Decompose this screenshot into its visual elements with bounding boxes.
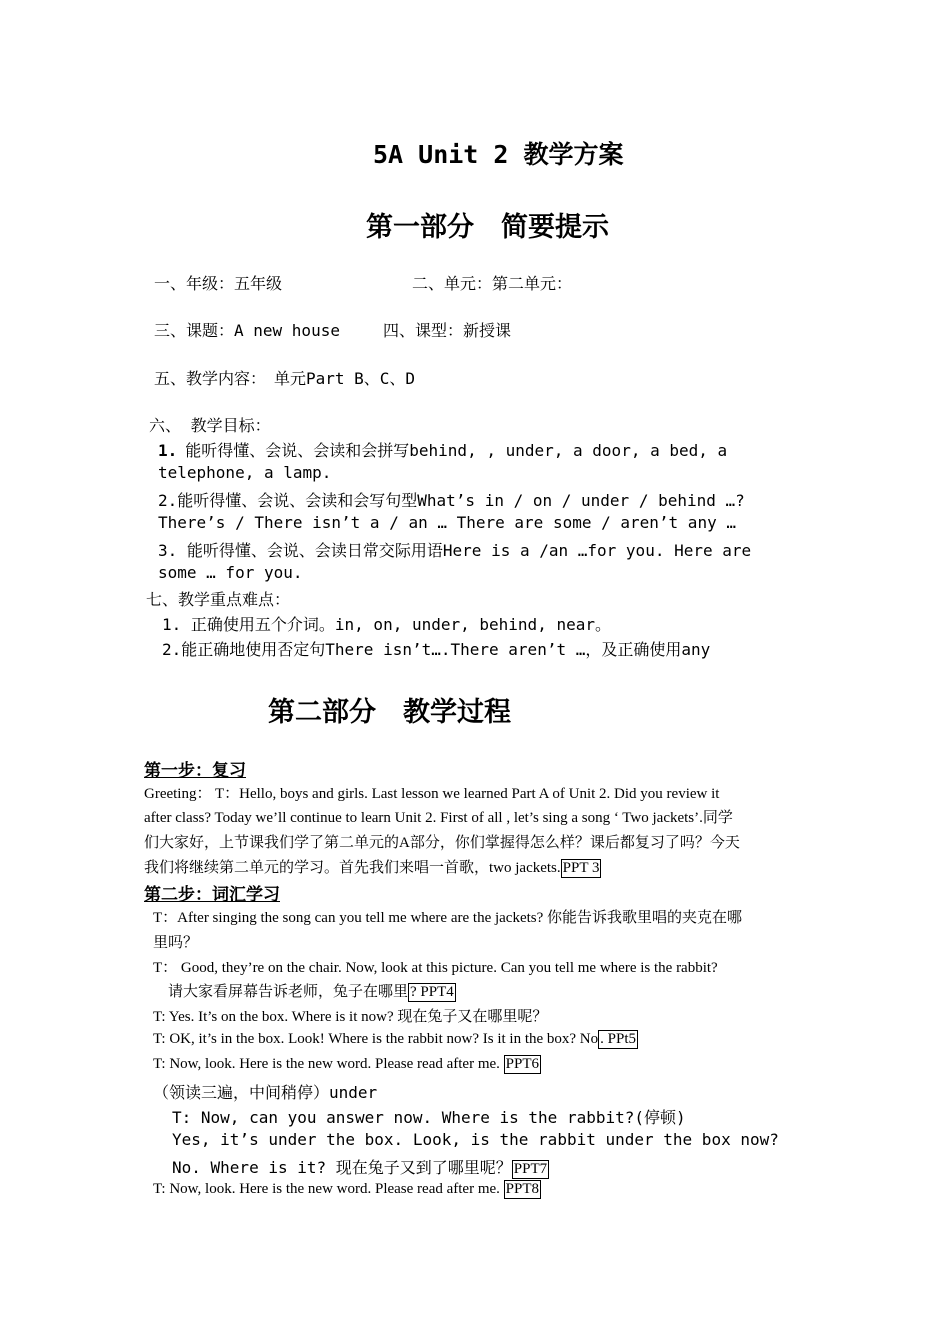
- objective-2-line-1: 2.能听得懂、会说、会读和会写句型What’s in / on / under / behind …?: [158, 491, 745, 510]
- step1-line-4: [144, 856, 601, 878]
- info-type: 四、课型：新授课: [383, 321, 512, 340]
- step2-line-4-text: 请大家看屏幕告诉老师，兔子在哪里: [168, 984, 409, 1000]
- ppt-reference-box: ? PPT4: [410, 984, 454, 1000]
- step2-line-8: （领读三遍，中间稍停）under: [153, 1083, 378, 1102]
- step2-line-10: Yes, it’s under the box. Look, is the rabbit under the box now?: [172, 1130, 779, 1149]
- objective-1-number: 1.: [158, 441, 178, 460]
- info-content: 五、教学内容： 单元Part B、C、D: [154, 369, 416, 388]
- part1-heading: 第一部分 简要提示: [366, 212, 609, 243]
- step2-line-12: [153, 1180, 541, 1199]
- step2-line-6-text: T: OK, it’s in the box. Look! Where is the rabbit now? Is it in the box? No: [153, 1031, 599, 1047]
- step2-line-7-text: T: Now, look. Here is the new word. Please read after me.: [153, 1056, 500, 1072]
- step2-line-4: [168, 980, 456, 1002]
- step2-line-7: [153, 1055, 541, 1074]
- objective-1-text: 能听得懂、会说、会读和会拼写behind, , under, a door, a bed, a: [185, 441, 728, 460]
- ppt-reference-box: PPT6: [505, 1056, 540, 1072]
- step2-line-11-text: No. Where is it? 现在兔子又到了哪里呢？: [172, 1158, 512, 1177]
- info-unit: 二、单元：第二单元：: [412, 274, 573, 293]
- objective-3-line-2: some … for you.: [158, 563, 303, 582]
- step2-line-12-text: T: Now, look. Here is the new word. Please read after me.: [153, 1181, 500, 1197]
- objective-1-line-1: [158, 438, 727, 461]
- objective-1-line-2: telephone, a lamp.: [158, 463, 332, 482]
- step2-line-3: T： Good, they’re on the chair. Now, look at this picture. Can you tell me where is the rabbit?: [153, 960, 718, 976]
- objective-3-line-1: 3. 能听得懂、会说、会读日常交际用语Here is a /an …for you. Here are: [158, 541, 752, 560]
- step2-heading: 第二步：词汇学习: [144, 885, 280, 905]
- step2-line-5: T: Yes. It’s on the box. Where is it now? 现在兔子又在哪里呢？: [153, 1009, 548, 1025]
- objectives-heading: 六、 教学目标：: [149, 416, 271, 435]
- ppt-reference-box: PPT 3: [562, 860, 600, 876]
- ppt-reference-box: . PPt5: [600, 1031, 637, 1047]
- step1-heading: 第一步：复习: [144, 761, 246, 781]
- step2-line-6: [153, 1030, 638, 1049]
- ppt-reference-box: PPT8: [505, 1181, 540, 1197]
- step2-line-9: T: Now, can you answer now. Where is the rabbit?(停顿): [172, 1108, 686, 1127]
- document-title: 5A Unit 2 教学方案: [373, 140, 624, 169]
- step1-line-2: after class? Today we’ll continue to learn Unit 2. First of all , let’s sing a song ‘ Two jackets’.同学: [144, 810, 733, 826]
- ppt-reference-box: PPT7: [513, 1161, 548, 1177]
- info-topic: 三、课题：A new house: [154, 321, 340, 340]
- info-grade: 一、年级：五年级: [154, 274, 283, 293]
- step1-line-1: Greeting： T：Hello, boys and girls. Last lesson we learned Part A of Unit 2. Did you review it: [144, 786, 720, 802]
- difficulty-2: 2.能正确地使用否定句There isn’t….There aren’t …，及正确使用any: [162, 640, 711, 659]
- step2-line-2: 里吗？: [153, 935, 199, 951]
- step1-line-3: 们大家好，上节课我们学了第二单元的A部分，你们掌握得怎么样？课后都复习了吗？今天: [144, 835, 740, 851]
- step2-line-1: T：After singing the song can you tell me where are the jackets? 你能告诉我歌里唱的夹克在哪: [153, 910, 743, 926]
- difficulty-1: 1. 正确使用五个介词。in, on, under, behind, near。: [162, 615, 611, 634]
- step2-line-11: [172, 1155, 549, 1179]
- part2-heading: 第二部分 教学过程: [268, 697, 511, 728]
- objective-2-line-2: There’s / There isn’t a / an … There are some / aren’t any …: [158, 513, 736, 532]
- step1-line-4-text: 我们将继续第二单元的学习。首先我们来唱一首歌，two jackets.: [144, 860, 561, 876]
- difficulties-heading: 七、教学重点难点：: [146, 590, 291, 609]
